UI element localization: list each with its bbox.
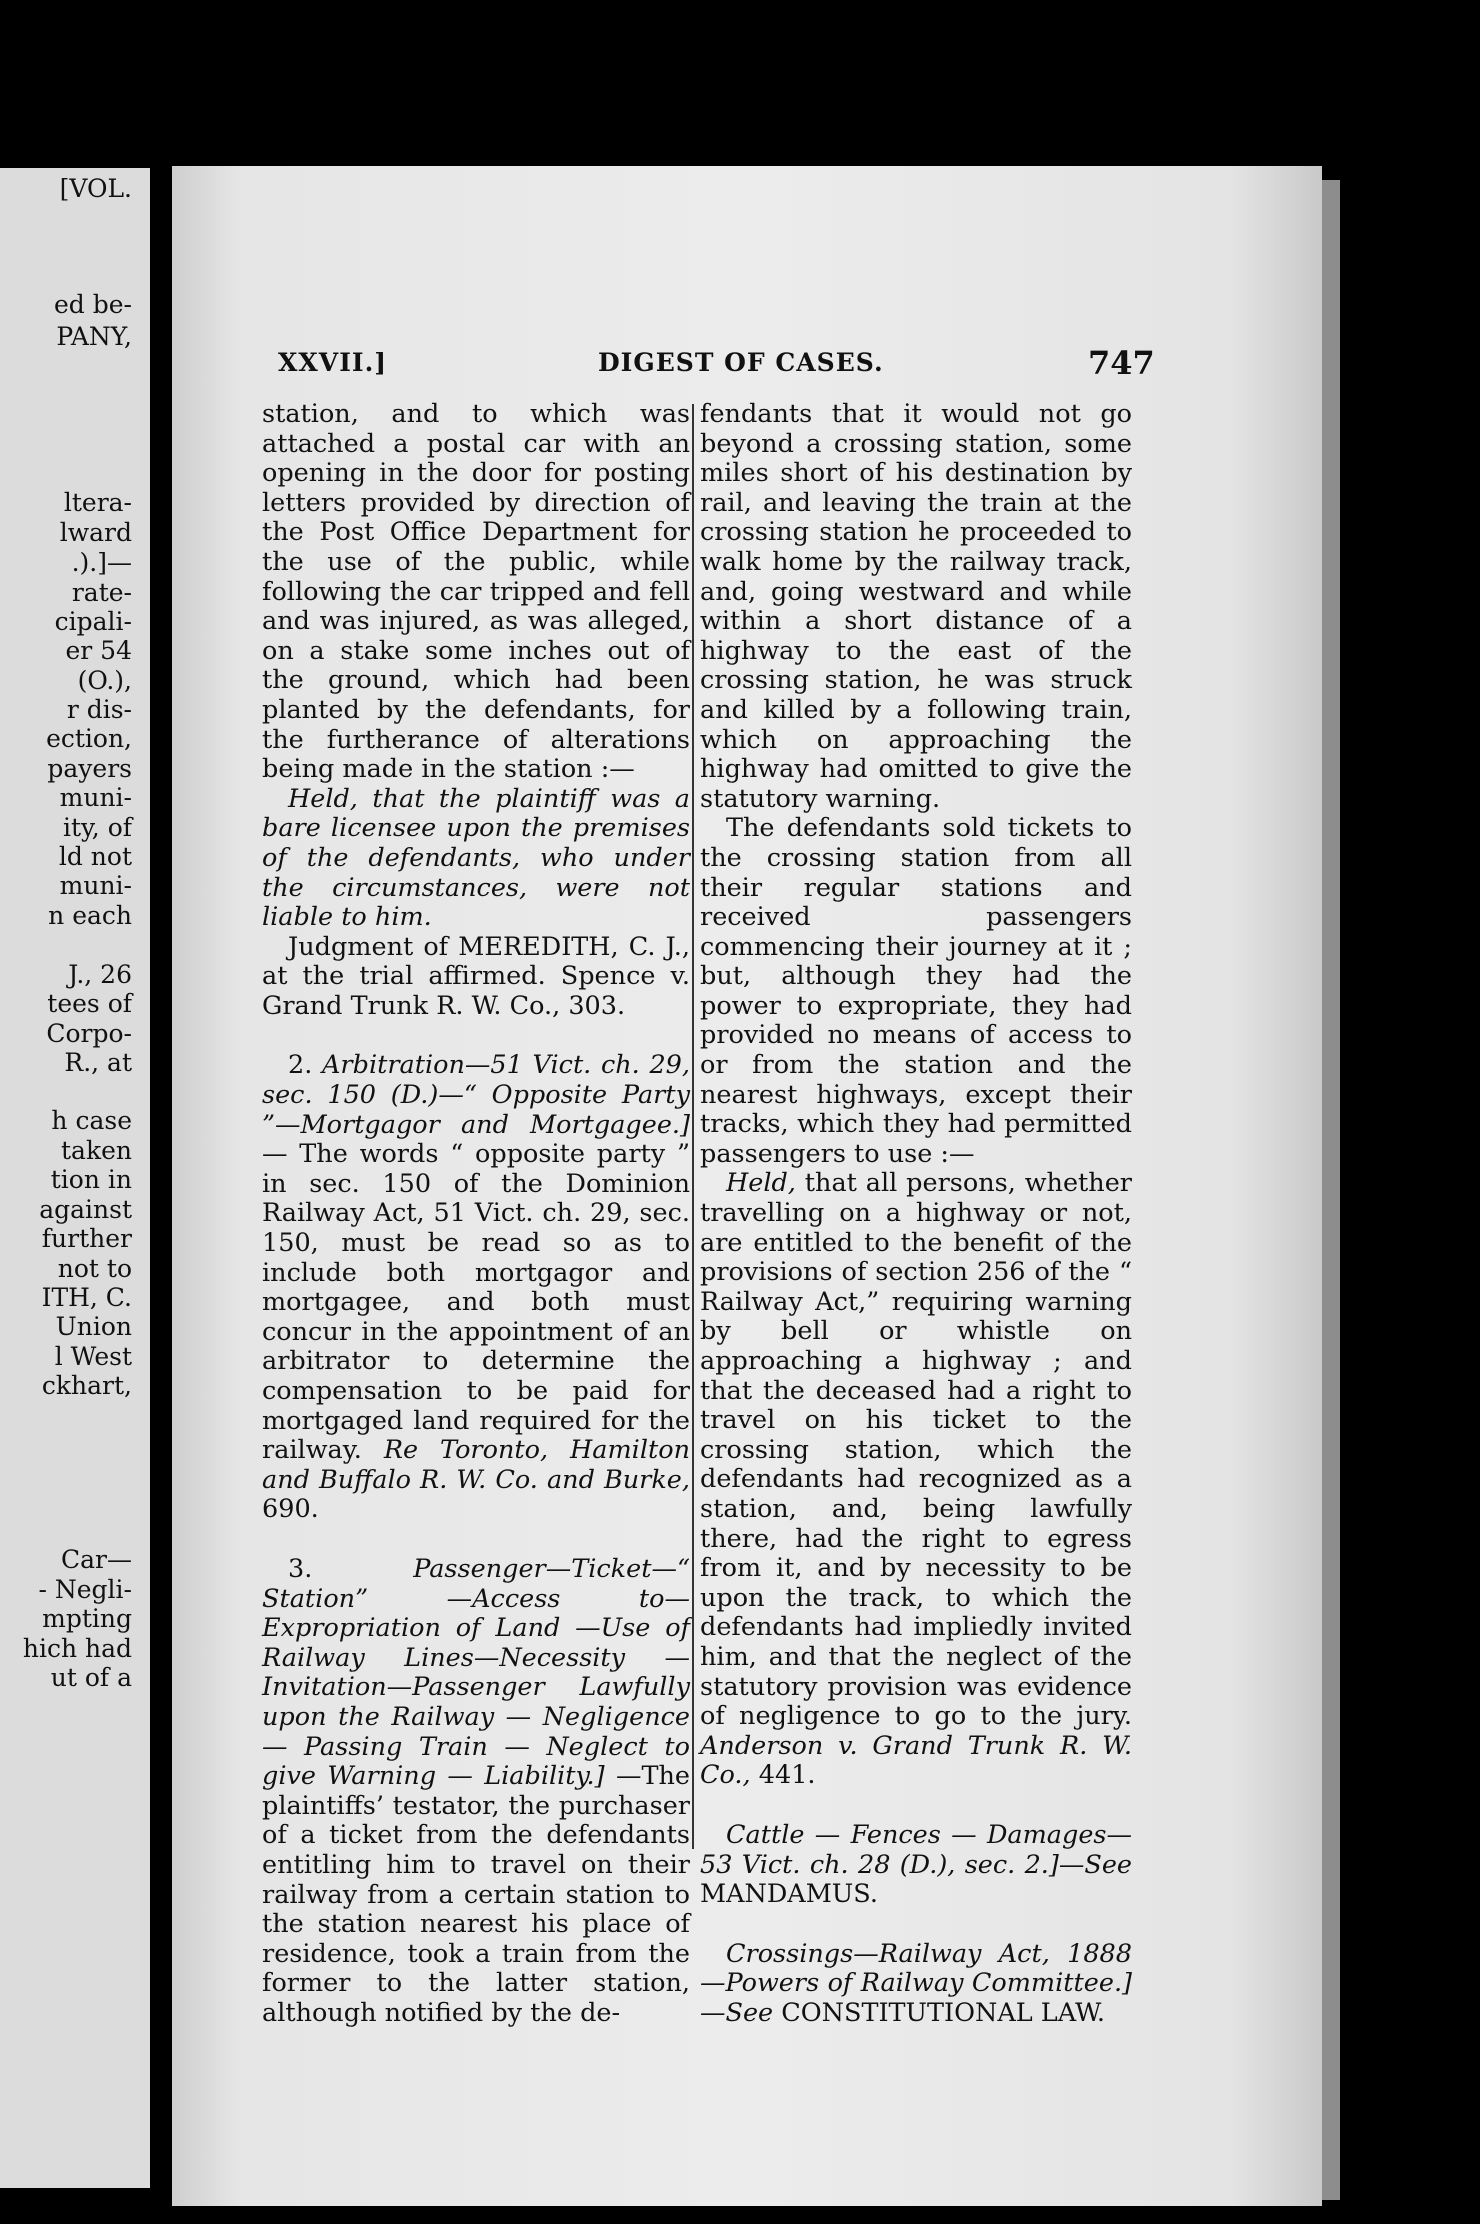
left-page-line: cipali- [54, 607, 132, 636]
left-page-line: taken [61, 1136, 132, 1165]
left-page-line: lward [59, 518, 132, 547]
left-page-line: mpting [42, 1604, 132, 1633]
left-page-line: h case [51, 1106, 132, 1135]
paragraph: station, and to which was attached a postal car with an opening in the door for posting letters provided by direction of the Post Office Department for the use of the public, while following the car tripped and fell and was injured, as was alleged, on a stake some inches out of the ground, which had been planted by the defendants, for the furtherance of alterations being made in the station :— [262, 399, 690, 785]
entry-number: 2. [288, 1050, 313, 1081]
left-page-line: [VOL. [59, 174, 132, 203]
digest-entry [700, 1821, 1132, 1910]
left-page-line: ut of a [50, 1663, 132, 1692]
cross-reference: MANDAMUS. [700, 1879, 878, 1910]
volume-header: XXVII.] [278, 348, 388, 377]
paragraph: Judgment of MEREDITH, C. J., at the trial affirmed. Spence v. Grand Trunk R. W. Co., 303. [262, 931, 690, 1021]
left-page-line: ed be- [54, 290, 132, 319]
paragraph: The defendants sold tickets to the crossing station from all their regular stations and received passengers commencing their journey at it ; but, although they had the power to expropriate, they had provided no means of access to or from the station and the nearest highways, except their tracks, which they had permitted passengers to use :— [700, 813, 1132, 1169]
left-page-line: ckhart, [41, 1371, 132, 1400]
entry-heading: Cattle — Fences — Damages—53 Vict. ch. 28 (D.), sec. 2.]—See [700, 1819, 1132, 1880]
left-page-line: muni- [59, 783, 132, 812]
cross-reference: CONSTITUTIONAL LAW. [781, 1997, 1105, 2028]
entry-number: 3. [288, 1553, 313, 1584]
left-page-line: (O.), [77, 666, 132, 695]
left-page-line: ity, of [62, 813, 132, 842]
left-page-line: - Negli- [38, 1575, 132, 1604]
held-label: Held, [726, 1168, 796, 1199]
held-body: that all persons, whether travelling on a highway or not, are entitled to the benefit of the provisions of section 256 of the “ Railway Act,” requiring warning by bell or whistle on approaching a highway ; and that the deceased had a right to travel on his ticket to the crossing station, which the defendants had recognized as a station, and, being lawfully there, had the right to egress from it, and by necessity to be upon the track, to which the defendants had impliedly invited him, and that the neglect of the statutory provision was evidence of negligence to go to the jury. [700, 1168, 1132, 1732]
page-edge [1322, 180, 1340, 2200]
left-page-line: er 54 [65, 636, 132, 665]
left-page-line: r dis- [66, 695, 132, 724]
column-divider [692, 404, 694, 1849]
entry-heading: Crossings—Railway Act, 1888—Powers of Railway Committee.]—See [700, 1938, 1132, 2028]
left-page-line: Corpo- [46, 1019, 132, 1048]
entry-body: — The words “ opposite party ” in sec. 150 of the Dominion Railway Act, 51 Vict. ch. 29, sec. 150, must be read so as to include both mortgagor and mortgagee, and both must concur in the appointment of an arbitrator to determine the compensation to be paid for mortgaged land required for the railway. [262, 1139, 690, 1466]
entry-heading: Passenger—Ticket—“ Station” —Access to—Expropriation of Land —Use of Railway Lines—Necessity —Invitation—Passenger Lawfully upon the Railway — Negligence — Passing Train — Neglect to give Warning — Liability.] [262, 1553, 690, 1792]
left-page-line: not to [57, 1254, 132, 1283]
left-page-line: ection, [46, 724, 132, 753]
left-page-line: Union [55, 1312, 132, 1341]
digest-entry [262, 1555, 690, 2029]
left-column [262, 400, 690, 2028]
entry-body: —The plaintiffs’ testator, the purchaser of a ticket from the defendants entitling him to travel on their railway from a certain station to the station nearest his place of residence, took a train from the former to the latter station, although notified by the de- [262, 1761, 690, 2028]
case-citation: Re Toronto, Hamilton and Buffalo R. W. Co. and Burke, [262, 1435, 690, 1495]
left-page-line: .).]— [71, 548, 132, 577]
left-page-line: tees of [47, 989, 132, 1018]
left-page-line: against [39, 1195, 132, 1224]
paragraph [262, 785, 690, 933]
digest-entry [700, 1940, 1132, 2029]
case-page: 690. [262, 1494, 319, 1525]
left-page-line: muni- [59, 871, 132, 900]
left-page-line: ltera- [63, 488, 132, 517]
adjacent-page-fragment [0, 168, 150, 2188]
held-text: Held, that the plaintiff was a bare licensee upon the premises of the defendants, who under the circumstances, were not liable to him. [262, 783, 690, 933]
page-number: 747 [1088, 344, 1155, 382]
case-citation: Anderson v. Grand Trunk R. W. Co., [700, 1730, 1132, 1791]
case-page: 441. [758, 1760, 816, 1791]
left-page-line: rate- [71, 578, 132, 607]
left-page-line: J., 26 [68, 960, 132, 989]
paragraph: fendants that it would not go beyond a crossing station, some miles short of his destination by rail, and leaving the train at the crossing station he proceeded to walk home by the railway track, and, going westward and while within a short distance of a highway to the east of the crossing station, he was struck and killed by a following train, which on approaching the highway had omitted to give the statutory warning. [700, 399, 1132, 814]
left-page-line: Car— [61, 1545, 132, 1574]
left-page-line: l West [54, 1342, 132, 1371]
left-page-line: payers [47, 754, 132, 783]
left-page-line: PANY, [56, 322, 132, 351]
left-page-line: tion in [50, 1165, 132, 1194]
page-title: DIGEST OF CASES. [598, 348, 884, 377]
right-column [700, 400, 1132, 2028]
left-page-line: ld not [58, 842, 132, 871]
paragraph [700, 1169, 1132, 1790]
digest-entry [262, 1051, 690, 1525]
left-page-line: ITH, C. [41, 1283, 132, 1312]
left-page-line: hich had [22, 1634, 132, 1663]
entry-heading: Arbitration—51 Vict. ch. 29, sec. 150 (D.)—“ Opposite Party ”—Mortgagor and Mortgagee.] [262, 1050, 690, 1140]
left-page-line: R., at [64, 1048, 132, 1077]
left-page-line: n each [48, 901, 132, 930]
left-page-line: further [41, 1224, 132, 1253]
